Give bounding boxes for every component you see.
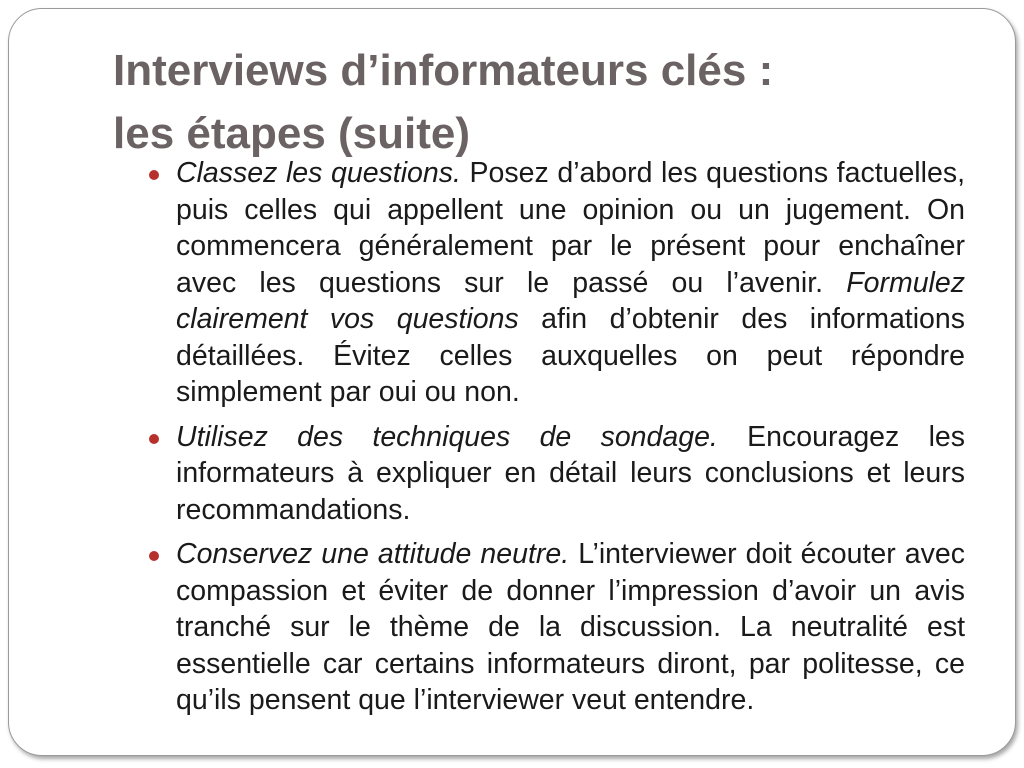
bullet-dot-icon <box>149 434 159 444</box>
bullet-item-classify-questions <box>147 155 965 411</box>
bullet-lead: Classez les questions. <box>176 157 461 189</box>
bullet-dot-icon <box>149 551 159 561</box>
bullet-emphasis: Formulez clairement vos questions <box>176 266 965 335</box>
bullet-lead: Utilisez des techniques de sondage. <box>176 420 718 453</box>
bullet-text: L’interviewer doit écouter avec compassion et éviter de donner l’impression d’avoir un avis tranché sur le thème de la discussion. La neutralité est essentielle car certains informateurs diront, par politesse, ce qu’ils pensent que l’interviewer veut entendre. <box>176 538 965 716</box>
bullet-text: Encouragez les informateurs à expliquer en détail leurs conclusions et leurs recommandations. <box>176 420 966 526</box>
bullet-text: Posez d’abord les questions factuelles, puis celles qui appellent une opinion ou un jugement. On commencera généralement par le présent pour enchaîner avec les questions sur le passé ou l’avenir. <box>176 157 965 299</box>
slide-title-line-1: Interviews d’informateurs clés : <box>113 46 774 95</box>
bullet-text: afin d’obtenir des informations détaillées. Évitez celles auxquelles on peut répondre simplement par oui ou non. <box>176 303 966 408</box>
bullet-item-neutral-attitude <box>147 536 965 719</box>
slide <box>8 8 1016 756</box>
bullet-dot-icon <box>149 170 159 180</box>
bullet-lead: Conservez une attitude neutre. <box>176 538 570 570</box>
bullet-list <box>147 155 965 727</box>
slide-title <box>113 39 973 166</box>
slide-title-line-2: les étapes (suite) <box>113 109 471 159</box>
bullet-item-probing-techniques <box>147 419 965 529</box>
